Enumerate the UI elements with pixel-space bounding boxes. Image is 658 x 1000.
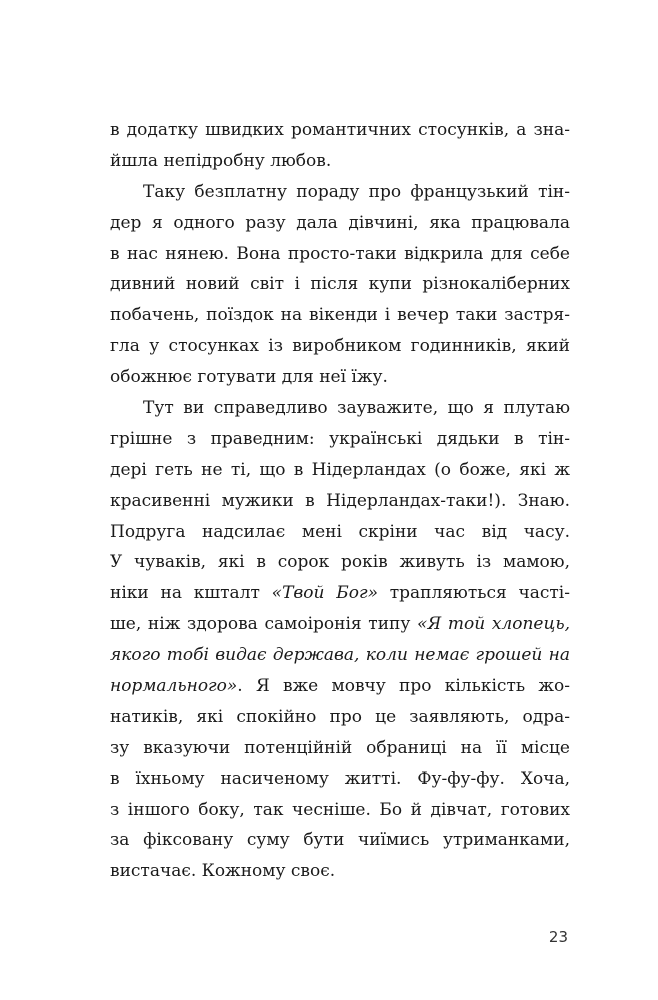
text-line xyxy=(110,486,570,517)
text-segment: дері геть не ті, що в Нідерландах (о боже, які ж xyxy=(110,459,570,480)
text-line xyxy=(110,269,570,300)
text-line xyxy=(110,239,570,270)
text-segment: дивний новий світ і після купи різнокаліберних xyxy=(110,274,570,295)
text-line xyxy=(110,609,570,640)
text-line xyxy=(110,115,570,146)
text-line xyxy=(110,856,570,887)
text-line xyxy=(110,455,570,486)
text-line xyxy=(110,671,570,702)
text-segment: натиків, які спокійно про це заявляють, одра- xyxy=(110,706,570,727)
text-segment: . Я вже мовчу про кількість жо- xyxy=(237,676,570,697)
text-line xyxy=(110,578,570,609)
text-segment: Таку безплатну пораду про французький тін- xyxy=(143,181,570,202)
text-line xyxy=(110,640,570,671)
body-text xyxy=(110,115,570,887)
text-segment: в додатку швидких романтичних стосунків, а зна- xyxy=(110,120,570,140)
text-segment: за фіксовану суму бути чиїмись утриманками, xyxy=(110,830,570,851)
text-segment: У чуваків, які в сорок років живуть із мамою, xyxy=(110,552,570,573)
text-segment: побачень, поїздок на вікенди і вечер таки застря- xyxy=(110,305,570,326)
text-segment: ше, ніж здорова самоіронія типу xyxy=(110,614,418,635)
text-segment: ніки на кшталт xyxy=(110,583,272,604)
text-segment: йшла непідробну любов. xyxy=(110,150,332,171)
text-segment: дер я одного разу дала дівчині, яка працювала xyxy=(110,212,570,233)
text-segment: зу вказуючи потенційній обраниці на її місце xyxy=(110,737,570,758)
text-segment: в їхньому насиченому житті. Фу-фу-фу. Хоча, xyxy=(110,768,570,789)
text-line xyxy=(110,300,570,331)
text-line xyxy=(110,177,570,208)
text-line xyxy=(110,795,570,826)
text-line xyxy=(110,517,570,548)
italic-text: якого тобі видає держава, коли немає грошей на xyxy=(110,645,570,666)
text-segment: вистачає. Кожному своє. xyxy=(110,861,336,882)
text-segment: грішне з праведним: українські дядьки в тін- xyxy=(110,428,570,449)
italic-text: «Твой Бог» xyxy=(271,583,378,604)
text-segment: в нас нянею. Вона просто-таки відкрила для себе xyxy=(110,243,570,264)
text-line xyxy=(110,208,570,239)
text-segment: обожнює готувати для неї їжу. xyxy=(110,367,388,388)
text-line xyxy=(110,764,570,795)
text-segment: Тут ви справедливо зауважите, що я плутаю xyxy=(143,398,570,419)
text-line xyxy=(110,547,570,578)
text-line xyxy=(110,733,570,764)
text-segment: красивенні мужики в Нідерландах-таки!). Знаю. xyxy=(110,490,570,511)
page-number: 23 xyxy=(548,928,568,946)
text-segment: Подруга надсилає мені скріни час від часу. xyxy=(110,521,570,542)
text-line xyxy=(110,146,570,177)
text-segment: з іншого боку, так чесніше. Бо й дівчат, готових xyxy=(110,799,570,820)
text-segment: гла у стосунках із виробником годинників, який xyxy=(110,336,570,357)
italic-text: нормального» xyxy=(110,676,238,697)
text-line xyxy=(110,702,570,733)
text-line xyxy=(110,393,570,424)
text-line xyxy=(110,424,570,455)
text-line xyxy=(110,331,570,362)
text-line xyxy=(110,825,570,856)
text-line xyxy=(110,362,570,393)
text-segment: трапляються часті- xyxy=(377,583,570,604)
italic-text: «Я той хлопець, xyxy=(417,614,570,635)
